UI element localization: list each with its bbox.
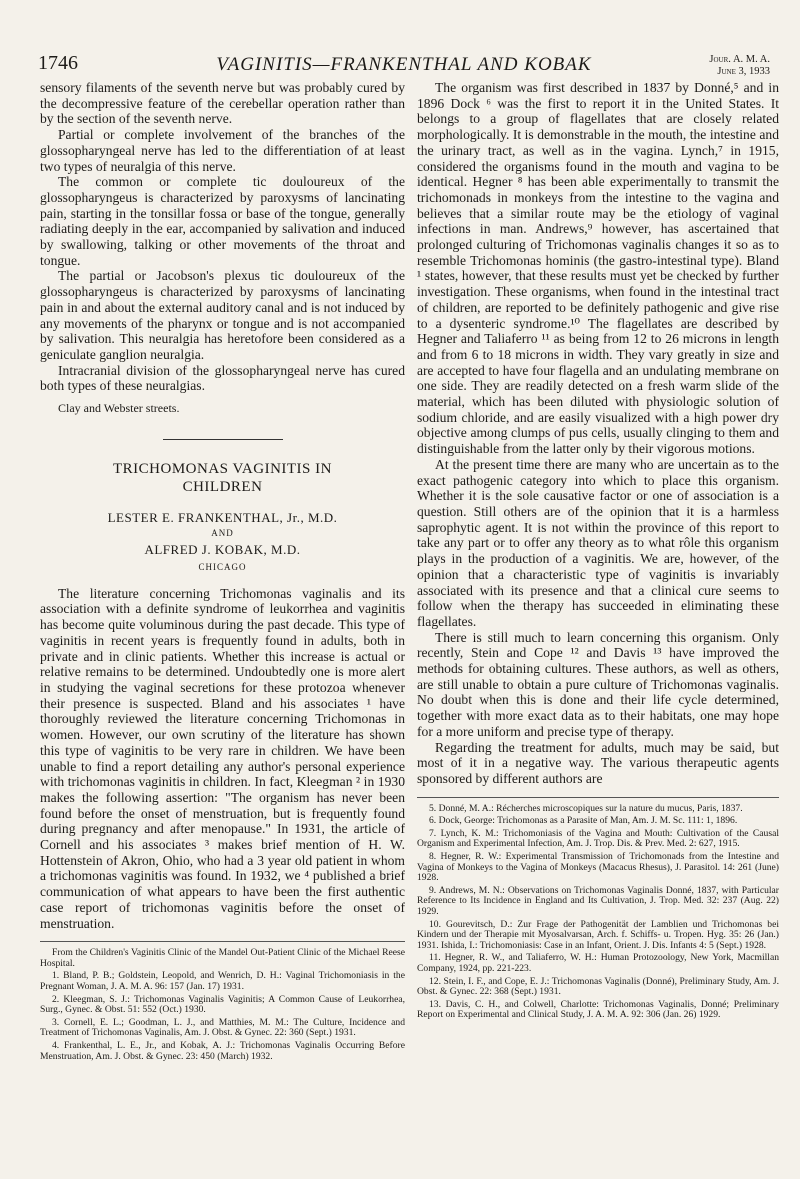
author-name: LESTER E. FRANKENTHAL, Jr., M.D.	[107, 509, 338, 525]
running-head	[38, 52, 770, 82]
footnote: 6. Dock, George: Trichomonas as a Parasite of Man, Am. J. M. Sc. 111: 1, 1896.	[429, 815, 738, 827]
footnote-divider	[40, 941, 405, 942]
article-title-line: CHILDREN	[182, 478, 263, 495]
footnote: 4. Frankenthal, L. E., Jr., and Kobak, A. J.: Trichomonas Vaginalis Occurring Before Menstruation, Am. J. Obst. & Gynec. 23: 450 (March) 1932.	[40, 1039, 405, 1062]
footnote: 10. Gourevitsch, D.: Zur Frage der Pathogenität der Lamblien und Trichomonas bei Kindern und der Therapie mit Myosalvarsan, Arch. f. Schiffs- u. Tropen. Hyg. 35: 26 (Jan.) 1931. Ishida, I.: Trichomoniasis: Case in an Infant, Orient. J. Dis. Infants 4: 5 (Sept.) 1928.	[417, 918, 779, 951]
right-column	[417, 80, 779, 1167]
body-paragraph: There is still much to learn concerning this organism. Only recently, Stein and Cope ¹² and Davis ¹³ have improved the methods for obtaining cultures. These authors, as well as others, are still unable to obtain a pure culture of Trichomonas vaginalis. No doubt when this is done and their life cycle determined, together with more exact data as to their habitats, one may hope for a more uniform and precise type of therapy.	[417, 629, 779, 739]
footnote: 8. Hegner, R. W.: Experimental Transmission of Trichomonads from the Intestine and Vagina of Monkeys to the Vagina of Monkeys (Macacus Rhesus), J. Parasitol. 14: 261 (June) 1928.	[417, 851, 779, 884]
footnote: 13. Davis, C. H., and Colwell, Charlotte: Trichomonas Vaginalis, Donné; Preliminary Report on Experimental and Clinical Study, J. A. M. A. 92: 306 (Jan. 26) 1929.	[417, 998, 779, 1021]
author-name: ALFRED J. KOBAK, M.D.	[144, 541, 301, 557]
body-paragraph: The organism was first described in 1837 by Donné,⁵ and in 1896 Dock ⁶ was the first to report it in the United States. It belongs to a group of flagellates that are closely related morphologically. It is demonstrable in the mouth, the intestine and the urinary tract, as well as in the vagina. Lynch,⁷ in 1915, considered the organisms found in the mouth and vagina to be identical. Hegner ⁸ has been able experimentally to transmit the trichomonads in monkeys from the intestine to the vagina and believes that a similar route may be the etiology of vaginal infections in man. Andrews,⁹ however, has ascertained that prolonged culturing of Trichomonas vaginalis changes it so as to resemble Trichomonas hominis (the gastro-intestinal type). Bland ¹ states, however, that these results must yet be checked by further investigation. These organisms, when found in the intestinal tract of children, are reported to be definitely pathogenic and give rise to a dysenteric syndrome.¹⁰ The flagellates are described by Hegner and Taliaferro ¹¹ as being from 12 to 26 microns in length and from 6 to 18 microns in width. They vary greatly in size and are accepted to have four flagella and an undulating membrane on one side. They are readily detected on a fresh warm slide of the material, which has been diluted with physiologic solution of sodium chloride, and are easily visualized with a high power dry objective among clumps of pus cells, usually clinging to them and distinguishable from the latter only by their vigorous motions.	[417, 80, 779, 457]
footnote: 3. Cornell, E. L.; Goodman, L. J., and Matthies, M. M.: The Culture, Incidence and Treatment of Trichomonas Vaginalis, Am. J. Obst. & Gynec. 22: 360 (Sept.) 1931.	[40, 1016, 405, 1039]
footnote: 11. Hegner, R. W., and Taliaferro, W. H.: Human Protozoology, New York, Macmillan Company, 1924, pp. 221-223.	[417, 952, 779, 974]
prev-article-paragraph: The common or complete tic douloureux of the glossopharyngeus is characterized by paroxysms of lancinating pain, starting in the tonsillar fossa or base of the tongue, generally radiating deeply in the ear, accompanied by salivation and induced by swallowing, talking or other movements of the throat and tongue.	[40, 174, 405, 268]
footnote: From the Children's Vaginitis Clinic of the Mandel Out-Patient Clinic of the Michael Reese Hospital.	[40, 947, 405, 969]
left-column	[40, 80, 405, 1167]
article-title-line: TRICHOMONAS VAGINITIS IN	[113, 460, 332, 477]
page-number: 1746	[38, 52, 78, 74]
author-address: Clay and Webster streets.	[58, 401, 180, 416]
journal-reference	[709, 54, 770, 78]
article-title	[40, 460, 405, 496]
prev-article-paragraph: Partial or complete involvement of the branches of the glossopharyngeal nerve has led to the differentiation of at least two types of neuralgia of this nerve.	[40, 127, 405, 174]
body-paragraph: The literature concerning Trichomonas vaginalis and its association with a definite syndrome of leukorrhea and vaginitis has become quite voluminous during the past decade. This type of vaginitis in recent years is frequently found in adults, both in private and in clinic patients. Whether this increase is actual or relative remains to be determined. Undoubtedly one is more alert in studying the vaginal secretions for these protozoa whenever their presence is suspected. Bland and his associates ¹ have thoroughly reviewed the literature concerning Trichomonas in women. However, our own scrutiny of the literature has shown this type of vaginitis to be very rare in children. We have been unable to find a report detailing any author's personal experience with trichomonas vaginitis in children. In fact, Kleegman ² in 1930 makes the following assertion: "The organism has never been found before the onset of menstruation, but is frequently found during pregnancy and after menopause." In 1931, the article of Cornell and his associates ³ makes brief mention of H. W. Hottenstein of Akron, Ohio, who had a 3 year old patient in whom a trichomonas vaginitis was found. In 1932, we ⁴ published a brief communication of what appears to have been the first authentic case report of trichomonas vaginitis before the onset of menstruation.	[40, 585, 405, 931]
author-city: CHICAGO	[198, 561, 247, 572]
footnote: 7. Lynch, K. M.: Trichomoniasis of the Vagina and Mouth: Cultivation of the Causal Organism and Experimental Infection, Am. J. Trop. Dis. & Prev. Med. 2: 627, 1915.	[417, 827, 779, 850]
footnote: 5. Donné, M. A.: Récherches microscopiques sur la nature du mucus, Paris, 1837.	[429, 802, 743, 814]
footnote-divider	[417, 797, 779, 798]
body-paragraph: At the present time there are many who are uncertain as to the exact pathogenic category into which to place this organism. Whether it is the sole causative factor or one of association is a question. Still others are of the opinion that it is a harmless saprophytic agent. It is not within the province of this report to take any part or to offer any theory as to what rôle this organism plays in the production of a vaginitis. We are, however, of the opinion that a characteristic type of vaginitis is invariably associated with its presence and that a clinical cure seems to follow when the therapy has succeeded in eliminating these flagellates.	[417, 456, 779, 629]
prev-article-paragraph: sensory filaments of the seventh nerve but was probably cured by the decompressive feature of the cerebellar operation rather than by the section of the seventh nerve.	[40, 80, 405, 127]
running-title: VAGINITIS—FRANKENTHAL AND KOBAK	[216, 54, 592, 75]
footnote: 9. Andrews, M. N.: Observations on Trichomonas Vaginalis Donné, 1837, with Particular Reference to Its Incidence in England and Its Cultivation, J. Trop. Med. 32: 237 (Aug. 22) 1929.	[417, 884, 779, 917]
author-conjunction: AND	[211, 527, 234, 538]
body-paragraph: Regarding the treatment for adults, much may be said, but most of it in a negative way. The various therapeutic agents sponsored by different authors are	[417, 739, 779, 786]
footnote: 1. Bland, P. B.; Goldstein, Leopold, and Wenrich, D. H.: Vaginal Trichomoniasis in the Pregnant Woman, J. A. M. A. 96: 157 (Jan. 17) 1931.	[40, 970, 405, 993]
prev-article-paragraph: The partial or Jacobson's plexus tic douloureux of the glossopharyngeus is characterized by paroxysms of lancinating pain in and about the external auditory canal and is not induced by any movements of the pharynx or tongue and is not accompanied by salivation. This neuralgia has heretofore been considered as a geniculate ganglion neuralgia.	[40, 268, 405, 362]
footnote: 12. Stein, I. F., and Cope, E. J.: Trichomonas Vaginalis (Donné), Preliminary Study, Am. J. Obst. & Gynec. 22: 368 (Sept.) 1931.	[417, 975, 779, 998]
footnote: 2. Kleegman, S. J.: Trichomonas Vaginalis Vaginitis; A Common Cause of Leukorrhea, Surg., Gynec. & Obst. 51: 552 (Oct.) 1930.	[40, 993, 405, 1016]
journal-name: Jour. A. M. A.	[709, 54, 770, 65]
issue-date: June 3, 1933	[717, 66, 770, 78]
section-divider	[163, 439, 283, 440]
prev-article-paragraph: Intracranial division of the glossopharyngeal nerve has cured both types of these neuralgias.	[40, 362, 405, 394]
